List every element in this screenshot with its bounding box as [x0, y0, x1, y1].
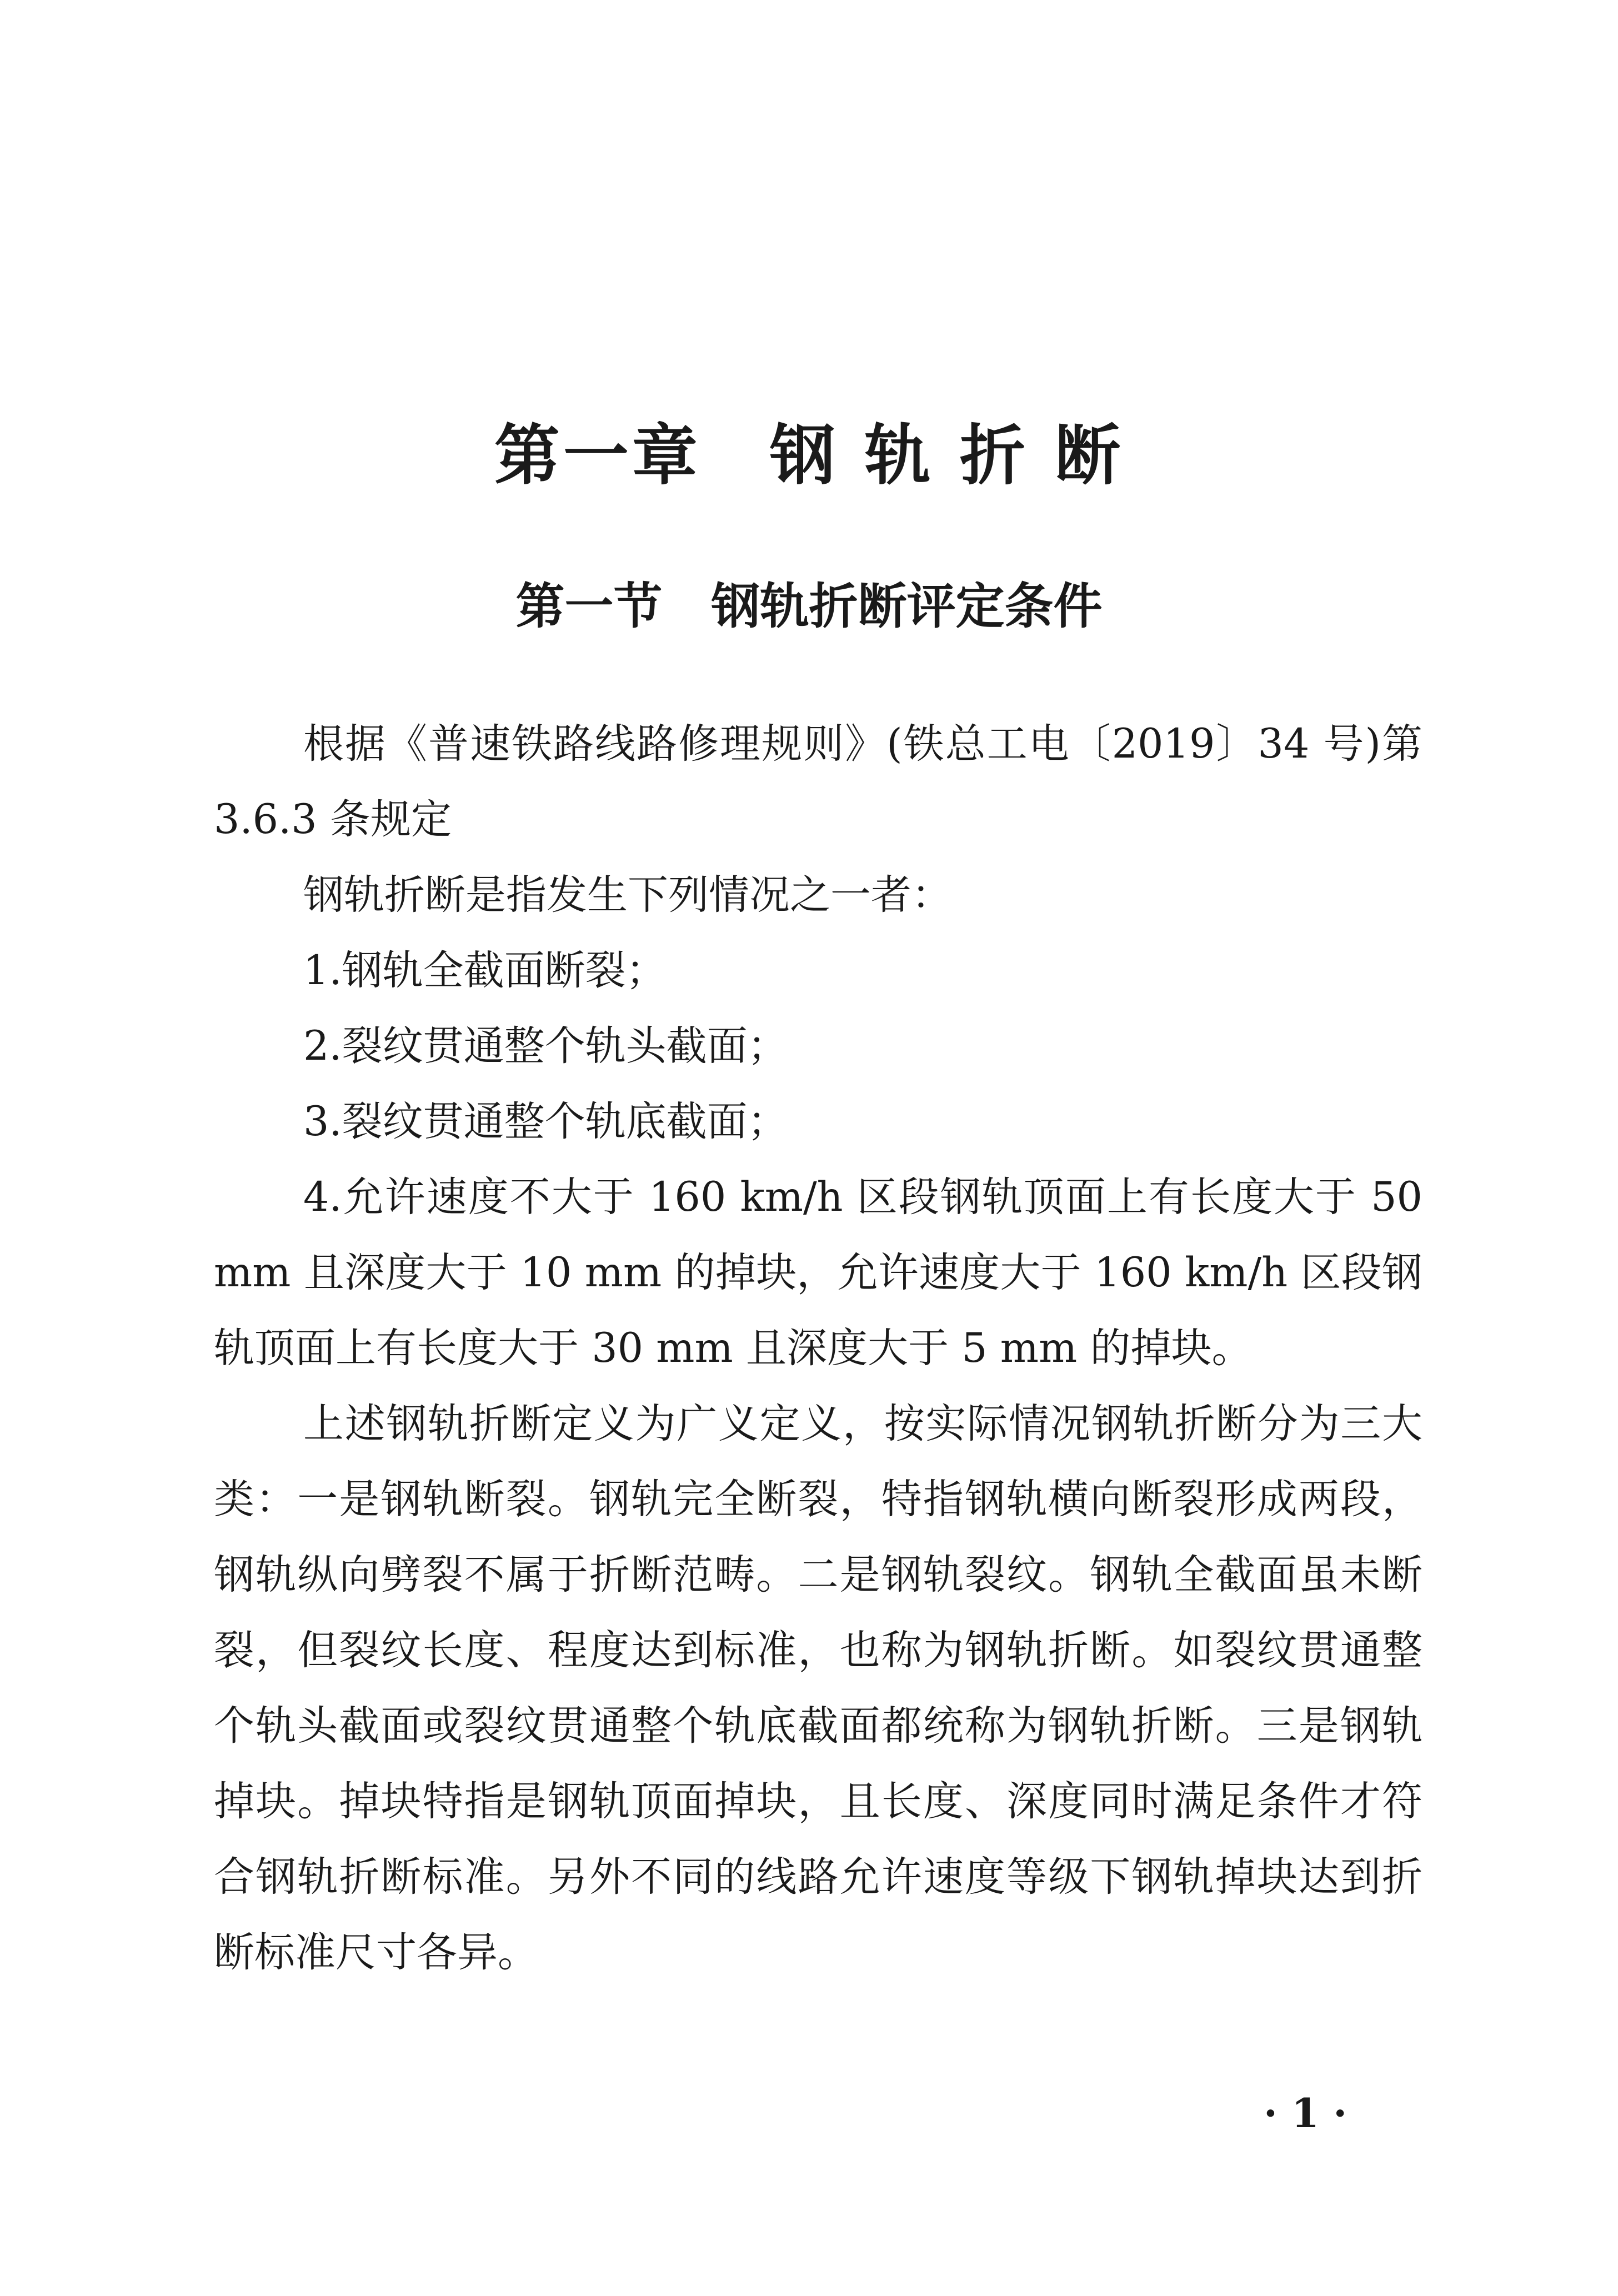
- paragraph-classification: 上述钢轨折断定义为广义定义，按实际情况钢轨折断分为三大类：一是钢轨断裂。钢轨完全断裂，特指钢轨横向断裂形成两段，钢轨纵向劈裂不属于折断范畴。二是钢轨裂纹。钢轨全截面虽未断裂，但裂纹长度、程度达到标准，也称为钢轨折断。如裂纹贯通整个轨头截面或裂纹贯通整个轨底截面都统称为钢轨折断。三是钢轨掉块。掉块特指是钢轨顶面掉块，且长度、深度同时满足条件才符合钢轨折断标准。另外不同的线路允许速度等级下钢轨掉块达到折断标准尺寸各异。: [214, 1400, 1422, 1976]
- section-title: 第一节 钢轨折断评定条件: [515, 578, 1103, 635]
- list-item-4: 4.允许速度不大于 160 km/h 区段钢轨顶面上有长度大于 50 mm 且深度大于 10 mm 的掉块，允许速度大于 160 km/h 区段钢轨顶面上有长度大于 30 mm 且深度大于 5 mm 的掉块。: [214, 1174, 1422, 1372]
- list-item-3: 3.裂纹贯通整个轨底截面；: [303, 1098, 788, 1145]
- page-number: · 1 ·: [1263, 2089, 1348, 2137]
- chapter-title: 第一章 钢 轨 折 断: [494, 417, 1124, 494]
- paragraph-regulation-reference: 根据《普速铁路线路修理规则》(铁总工电〔2019〕34 号)第 3.6.3 条规定: [214, 720, 1422, 843]
- body-text: [214, 706, 1422, 1991]
- list-item-2: 2.裂纹贯通整个轨头截面；: [303, 1022, 788, 1070]
- paragraph-definition-intro: 钢轨折断是指发生下列情况之一者：: [303, 871, 952, 919]
- list-item-1: 1.钢轨全截面断裂；: [303, 947, 667, 994]
